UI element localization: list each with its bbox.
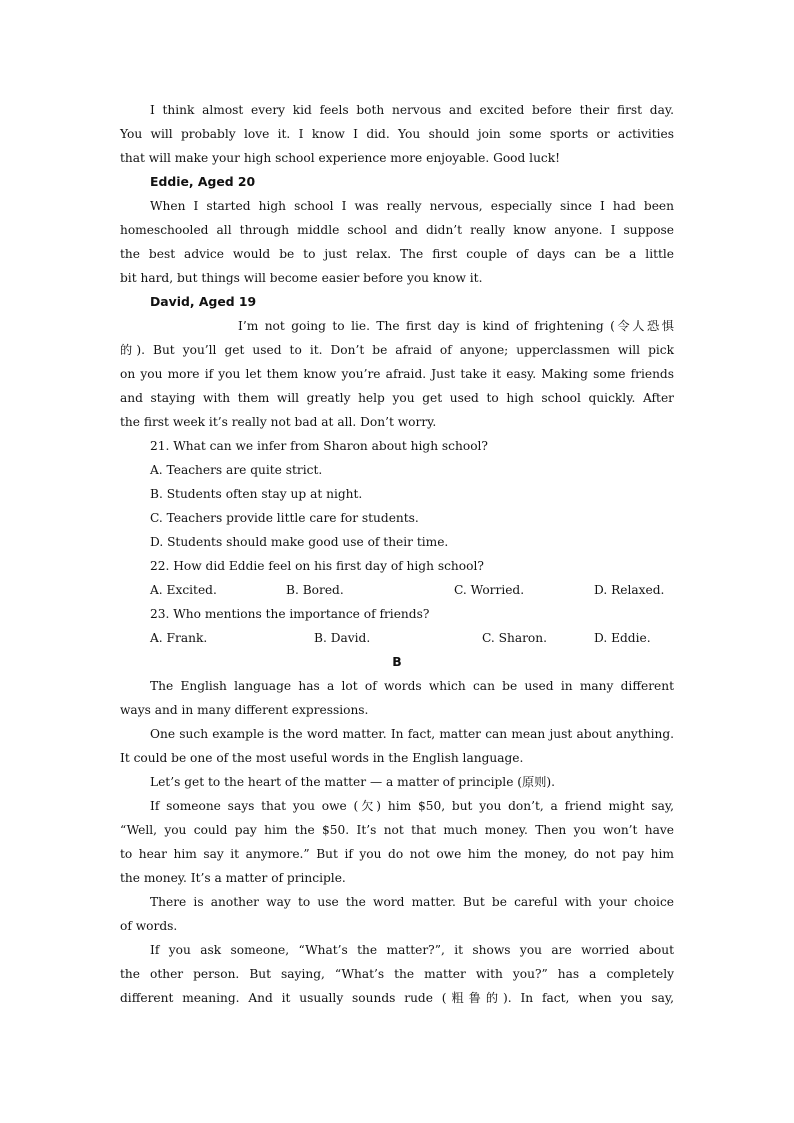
document-body <box>120 98 674 1010</box>
text-line: If someone says that you owe (欠) him $50, but you don’t, a friend might say, <box>150 799 674 813</box>
text-line: homeschooled all through middle school and didn’t really know anyone. I suppose <box>120 223 674 237</box>
text-line: different meaning. And it usually sounds rude (粗鲁的). In fact, when you say, <box>120 991 674 1005</box>
text-line: ways and in many different expressions. <box>120 703 369 717</box>
question-21-stem: 21. What can we infer from Sharon about high school? <box>150 439 488 453</box>
text-line: bit hard, but things will become easier before you know it. <box>120 271 483 285</box>
text-line: that will make your high school experience more enjoyable. Good luck! <box>120 151 561 165</box>
text-line: One such example is the word matter. In fact, matter can mean just about anything. <box>150 727 674 741</box>
question-23-option-a: A. Frank. <box>150 631 208 645</box>
question-22-option-c: C. Worried. <box>454 583 525 597</box>
text-line: Let’s get to the heart of the matter — a matter of principle (原则). <box>150 775 556 789</box>
text-line: the money. It’s a matter of principle. <box>120 871 346 885</box>
eddie-heading: Eddie, Aged 20 <box>150 174 256 189</box>
question-23-option-b: B. David. <box>314 631 371 645</box>
text-line: “Well, you could pay him the $50. It’s not that much money. Then you won’t have <box>120 823 674 837</box>
question-21-option-d: D. Students should make good use of their time. <box>150 535 449 549</box>
text-line: It could be one of the most useful words in the English language. <box>120 751 524 765</box>
text-line: to hear him say it anymore.” But if you do not owe him the money, do not pay him <box>120 847 674 861</box>
text-line: If you ask someone, “What’s the matter?”, it shows you are worried about <box>150 943 674 957</box>
text-line: the other person. But saying, “What’s the matter with you?” has a completely <box>120 967 674 981</box>
david-heading: David, Aged 19 <box>150 294 257 309</box>
question-22-stem: 22. How did Eddie feel on his first day of high school? <box>150 559 484 573</box>
text-line: and staying with them will greatly help you get used to high school quickly. After <box>120 391 674 405</box>
question-21-option-a: A. Teachers are quite strict. <box>150 463 323 477</box>
question-22-option-b: B. Bored. <box>286 583 344 597</box>
question-23-options <box>120 626 674 650</box>
text-line: There is another way to use the word matter. But be careful with your choice <box>150 895 674 909</box>
text-line: The English language has a lot of words which can be used in many different <box>150 679 674 693</box>
question-21-option-b: B. Students often stay up at night. <box>150 487 363 501</box>
text-line: the best advice would be to just relax. The first couple of days can be a little <box>120 247 674 261</box>
question-22-option-a: A. Excited. <box>150 583 217 597</box>
question-23-option-c: C. Sharon. <box>482 631 547 645</box>
text-line: the first week it’s really not bad at all. Don’t worry. <box>120 415 437 429</box>
text-line: I’m not going to lie. The first day is kind of frightening (令人恐惧 <box>238 319 674 333</box>
question-22-option-d: D. Relaxed. <box>594 583 665 597</box>
question-23-option-d: D. Eddie. <box>594 631 651 645</box>
text-line: on you more if you let them know you’re afraid. Just take it easy. Making some friends <box>120 367 674 381</box>
text-line: I think almost every kid feels both nervous and excited before their first day. <box>150 103 674 117</box>
section-b-heading: B <box>392 654 402 669</box>
question-23-stem: 23. Who mentions the importance of friends? <box>150 607 430 621</box>
text-line: You will probably love it. I know I did. You should join some sports or activities <box>120 127 674 141</box>
text-line: 的). But you’ll get used to it. Don’t be afraid of anyone; upperclassmen will pick <box>120 343 674 357</box>
text-line: When I started high school I was really nervous, especially since I had been <box>150 199 674 213</box>
question-22-options <box>120 578 674 602</box>
question-21-option-c: C. Teachers provide little care for students. <box>150 511 419 525</box>
text-line: of words. <box>120 919 178 933</box>
